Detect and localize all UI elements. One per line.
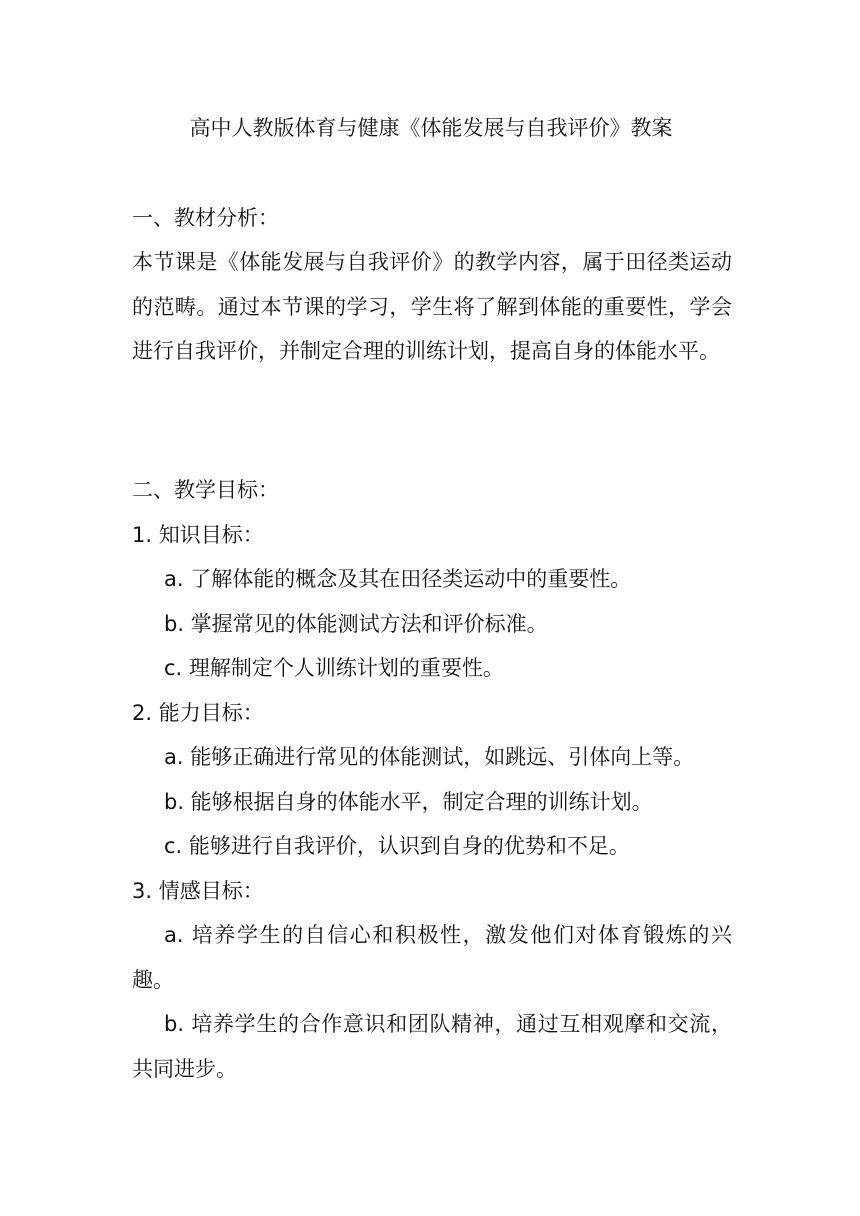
textbook-analysis-paragraph: 本节课是《体能发展与自我评价》的教学内容，属于田径类运动的范畴。通过本节课的学习，学生将了解到体能的重要性，学会进行自我评价，并制定合理的训练计划，提高自身的体能水平。 xyxy=(132,250,732,363)
ability-goal-c: c. 能够进行自我评价，认识到自身的优势和不足。 xyxy=(164,834,630,858)
knowledge-goal-b: b. 掌握常见的体能测试方法和评价标准。 xyxy=(164,612,548,636)
knowledge-goal-a: a. 了解体能的概念及其在田径类运动中的重要性。 xyxy=(164,567,632,591)
ability-goal-a: a. 能够正确进行常见的体能测试，如跳远、引体向上等。 xyxy=(164,745,695,769)
emotion-goal-b: b. 培养学生的合作意识和团队精神，通过互相观摩和交流，共同进步。 xyxy=(132,1012,732,1081)
goal-heading-ability: 2. 能力目标： xyxy=(132,701,264,725)
knowledge-goal-c: c. 理解制定个人训练计划的重要性。 xyxy=(164,656,504,680)
document-title: 高中人教版体育与健康《体能发展与自我评价》教案 xyxy=(189,116,673,140)
goal-heading-emotion: 3. 情感目标： xyxy=(132,879,264,903)
emotion-goal-a: a. 培养学生的自信心和积极性，激发他们对体育锻炼的兴趣。 xyxy=(132,923,732,992)
section-heading-textbook-analysis: 一、教材分析： xyxy=(132,206,279,230)
goal-heading-knowledge: 1. 知识目标： xyxy=(132,523,264,547)
section-heading-teaching-goals: 二、教学目标： xyxy=(132,478,279,502)
ability-goal-b: b. 能够根据自身的体能水平，制定合理的训练计划。 xyxy=(164,790,653,814)
